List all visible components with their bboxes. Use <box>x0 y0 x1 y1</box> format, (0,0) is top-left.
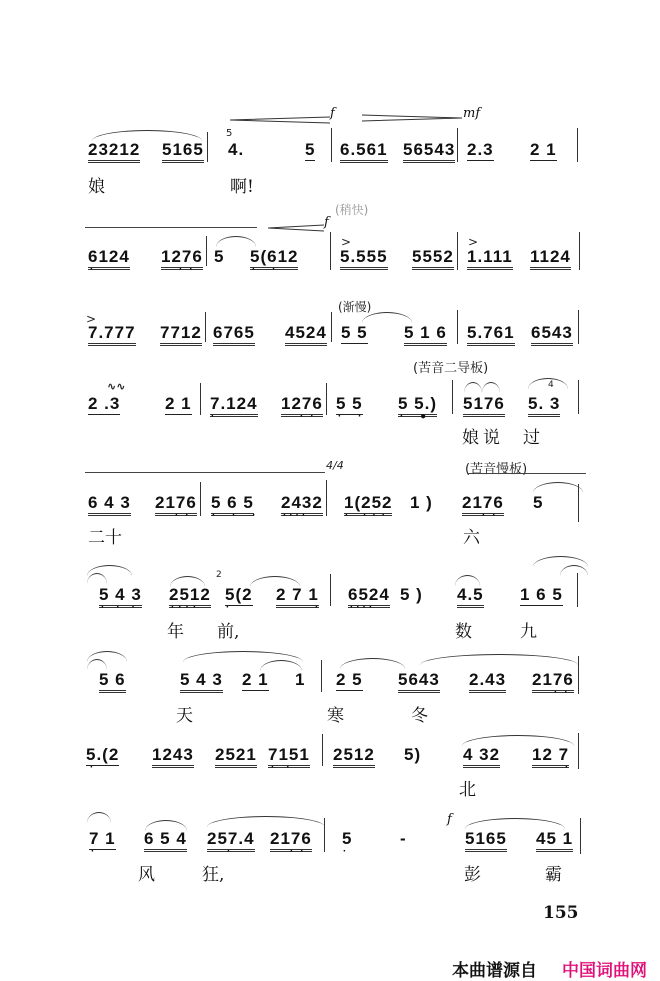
barline <box>200 383 201 415</box>
octave-dots: ·· <box>482 510 503 521</box>
note-group: 4.5 <box>457 585 484 605</box>
note-group: 1 <box>295 670 306 689</box>
note-group: 5 6 <box>99 670 126 690</box>
octave-dots: · <box>90 264 101 275</box>
note-group: 6 5 4 <box>144 829 187 849</box>
note-group: 12 7 <box>532 745 569 765</box>
note-group: 5(2 <box>225 585 253 604</box>
octave-dots: ·· <box>554 687 575 698</box>
note-group: 2 1 <box>242 670 269 689</box>
grace-note: 2 <box>216 570 222 580</box>
note-group: 5 <box>305 140 316 159</box>
note-group: 2176 <box>532 670 574 690</box>
grace-note: 4 <box>548 380 554 390</box>
note-group: 2.43 <box>469 670 506 690</box>
note-group: 6 4 3 <box>88 493 131 513</box>
note-group: 4. <box>228 140 245 159</box>
slur <box>464 382 482 393</box>
slur <box>207 816 325 827</box>
octave-dots: · <box>343 846 354 857</box>
lyric: 数 <box>455 622 472 642</box>
time-signature: 4/4 <box>326 459 344 472</box>
lyric: 娘 <box>88 177 105 197</box>
barline <box>457 310 458 344</box>
note-group: 5 5.) <box>398 394 437 414</box>
barline <box>578 484 579 522</box>
note-group: 23212 <box>88 140 140 160</box>
note-group: 7 1 <box>89 829 116 848</box>
slur <box>533 482 583 493</box>
barline <box>580 818 581 854</box>
lyric: 六 <box>463 528 480 548</box>
lyric: 前, <box>217 622 240 642</box>
octave-dots: · <box>315 602 326 613</box>
note-group: 5) <box>404 745 422 764</box>
decrescendo-hairpin <box>362 110 462 128</box>
slur <box>465 818 565 829</box>
tie-line <box>85 227 257 228</box>
barline <box>330 232 331 270</box>
note-group: 2176 <box>270 829 312 849</box>
octave-dots: · ··· <box>345 510 392 521</box>
lyric: 年 <box>167 622 184 642</box>
octave-dots: · <box>91 846 102 857</box>
lyric: 北 <box>459 780 476 800</box>
note-group: 2176 <box>462 493 504 513</box>
octave-dots: ···· <box>283 510 309 521</box>
note-group: 7.777 <box>88 323 136 343</box>
octave-dots: · <box>226 602 237 613</box>
barline <box>578 310 579 344</box>
barline <box>322 734 323 766</box>
note-group: 2.3 <box>467 140 494 159</box>
octave-dots: · ● <box>400 411 434 422</box>
trill-ornament: ∿∿ <box>107 380 126 393</box>
lyric: 风 <box>138 865 155 885</box>
note-group: 45 1 <box>536 829 573 849</box>
lyric: 啊! <box>230 177 254 197</box>
tempo-annotation: (苦音慢板) <box>465 462 528 477</box>
note-group: 5 4 3 <box>99 585 142 605</box>
barline <box>331 128 332 162</box>
barline <box>326 480 327 516</box>
note-group: 2 5 <box>336 670 363 689</box>
crescendo-hairpin <box>230 112 330 130</box>
dynamic-mark: f <box>447 812 452 827</box>
note-group: 2 7 1 <box>276 585 319 605</box>
octave-dots: · <box>565 762 576 773</box>
octave-dots: · <box>211 411 222 422</box>
barline <box>457 232 458 270</box>
lyric: 九 <box>520 622 537 642</box>
lyric: 寒 <box>327 706 344 726</box>
barline <box>206 236 207 266</box>
page-number: 155 <box>543 903 579 923</box>
lyric: 狂, <box>202 865 225 885</box>
note-group: 5.555 <box>340 247 388 267</box>
note-group: 257.4 <box>207 829 255 849</box>
note-group: 5 <box>342 829 353 848</box>
barline <box>321 660 322 692</box>
note-group: 1276 <box>161 247 203 267</box>
note-group: 2 .3 <box>88 394 121 413</box>
measure-number: 5 <box>226 128 233 139</box>
lyric: 霸 <box>545 865 562 885</box>
note-group: 5643 <box>398 670 440 690</box>
note-group: 1 6 5 <box>520 585 563 604</box>
note-group: 7151 <box>268 745 310 765</box>
barline <box>452 380 453 414</box>
barline <box>326 383 327 415</box>
note-group: 1243 <box>152 745 194 765</box>
note-group: 5165 <box>465 829 507 849</box>
note-group: 5 4 3 <box>180 670 223 690</box>
note-group: 1.111 <box>467 247 513 267</box>
barline <box>578 656 579 694</box>
octave-dots: ·· <box>290 846 311 857</box>
barline <box>324 818 325 852</box>
barline <box>578 733 579 769</box>
slur <box>87 812 111 823</box>
dynamic-mark: f <box>324 215 329 230</box>
dynamic-mark: mf <box>463 106 481 121</box>
octave-dots: · <box>90 762 101 773</box>
barline <box>578 380 579 414</box>
tie-line <box>85 472 325 473</box>
note-group: 6543 <box>531 323 573 343</box>
note-group: 5 1 6 <box>404 323 447 343</box>
octave-dots: · · · <box>212 510 263 521</box>
note-group: 5.761 <box>467 323 515 343</box>
barline <box>457 128 458 162</box>
barline <box>207 132 208 162</box>
note-group: 7712 <box>160 323 202 343</box>
tie-line <box>468 473 586 474</box>
note-group: 4 32 <box>463 745 500 765</box>
octave-dots: ···· <box>171 602 201 613</box>
note-group: 5 <box>214 247 225 266</box>
note-group: 2 1 <box>165 394 192 413</box>
barline <box>330 574 331 606</box>
note-group: 5.(2 <box>86 745 120 764</box>
note-group: 1(252 <box>344 493 392 513</box>
note-group: 2176 <box>155 493 197 513</box>
dynamic-mark: f <box>330 106 335 121</box>
note-group: 2432 <box>281 493 323 513</box>
barline <box>577 128 578 162</box>
note-group: 2512 <box>333 745 375 765</box>
note-group: 5165 <box>162 140 204 160</box>
barline <box>205 312 206 342</box>
note-group: 5. 3 <box>528 394 560 414</box>
tempo-annotation: (稍快) <box>335 203 369 217</box>
lyric: 天 <box>176 706 193 726</box>
octave-dots: ·· <box>179 264 200 275</box>
note-group: 5 5 <box>336 394 363 413</box>
note-group: 1124 <box>530 247 571 267</box>
lyric: 娘说 <box>462 428 504 448</box>
note-group: - <box>400 829 407 848</box>
octave-dots: ···· <box>350 602 376 613</box>
octave-dots: · · <box>338 411 369 422</box>
barline <box>200 482 201 516</box>
note-group: 6765 <box>213 323 255 343</box>
note-group: 6.561 <box>340 140 388 160</box>
note-group: 2512 <box>169 585 211 605</box>
note-group: 5 6 5 <box>211 493 254 513</box>
lyric: 彭 <box>464 865 481 885</box>
octave-dots: · · <box>252 264 283 275</box>
accent-mark: > <box>468 235 479 249</box>
note-group: 5 ) <box>400 585 423 604</box>
octave-dots: · <box>227 846 238 857</box>
note-group: 7.124 <box>210 394 258 414</box>
note-group: 2521 <box>215 745 257 765</box>
note-group: 6124 <box>88 247 130 267</box>
lyric: 过 <box>523 428 540 448</box>
slur <box>216 236 256 247</box>
note-group: 5 5 <box>341 323 368 342</box>
barline <box>579 232 580 270</box>
note-group: 2 1 <box>530 140 557 159</box>
note-group: 1276 <box>281 394 323 414</box>
tempo-annotation: (渐慢) <box>338 300 372 314</box>
accent-mark: > <box>341 235 352 249</box>
tempo-annotation: (苦音二导板) <box>413 361 489 376</box>
crescendo-hairpin <box>268 220 324 238</box>
note-group: 1 ) <box>410 493 433 512</box>
note-group: 5176 <box>463 394 505 414</box>
note-group: 5552 <box>412 247 454 267</box>
octave-dots: ·· <box>271 762 302 773</box>
source-label: 本曲谱源自 <box>452 961 537 981</box>
note-group: 5(612 <box>250 247 298 267</box>
lyric: 二十 <box>88 528 122 548</box>
note-group: 4524 <box>285 323 327 343</box>
barline <box>577 573 578 607</box>
note-group: 56543 <box>403 140 455 160</box>
barline <box>331 312 332 342</box>
accent-mark: > <box>86 312 97 326</box>
lyric: 冬 <box>411 706 428 726</box>
octave-dots: ·· <box>175 510 196 521</box>
octave-dots: ·· <box>300 411 321 422</box>
octave-dots: ··· <box>101 602 147 613</box>
note-group: 6524 <box>348 585 390 605</box>
slur <box>420 654 578 665</box>
slur <box>340 658 405 669</box>
site-link[interactable]: 中国词曲网 <box>562 961 647 981</box>
note-group: 5 <box>533 493 544 512</box>
slur <box>482 382 500 393</box>
